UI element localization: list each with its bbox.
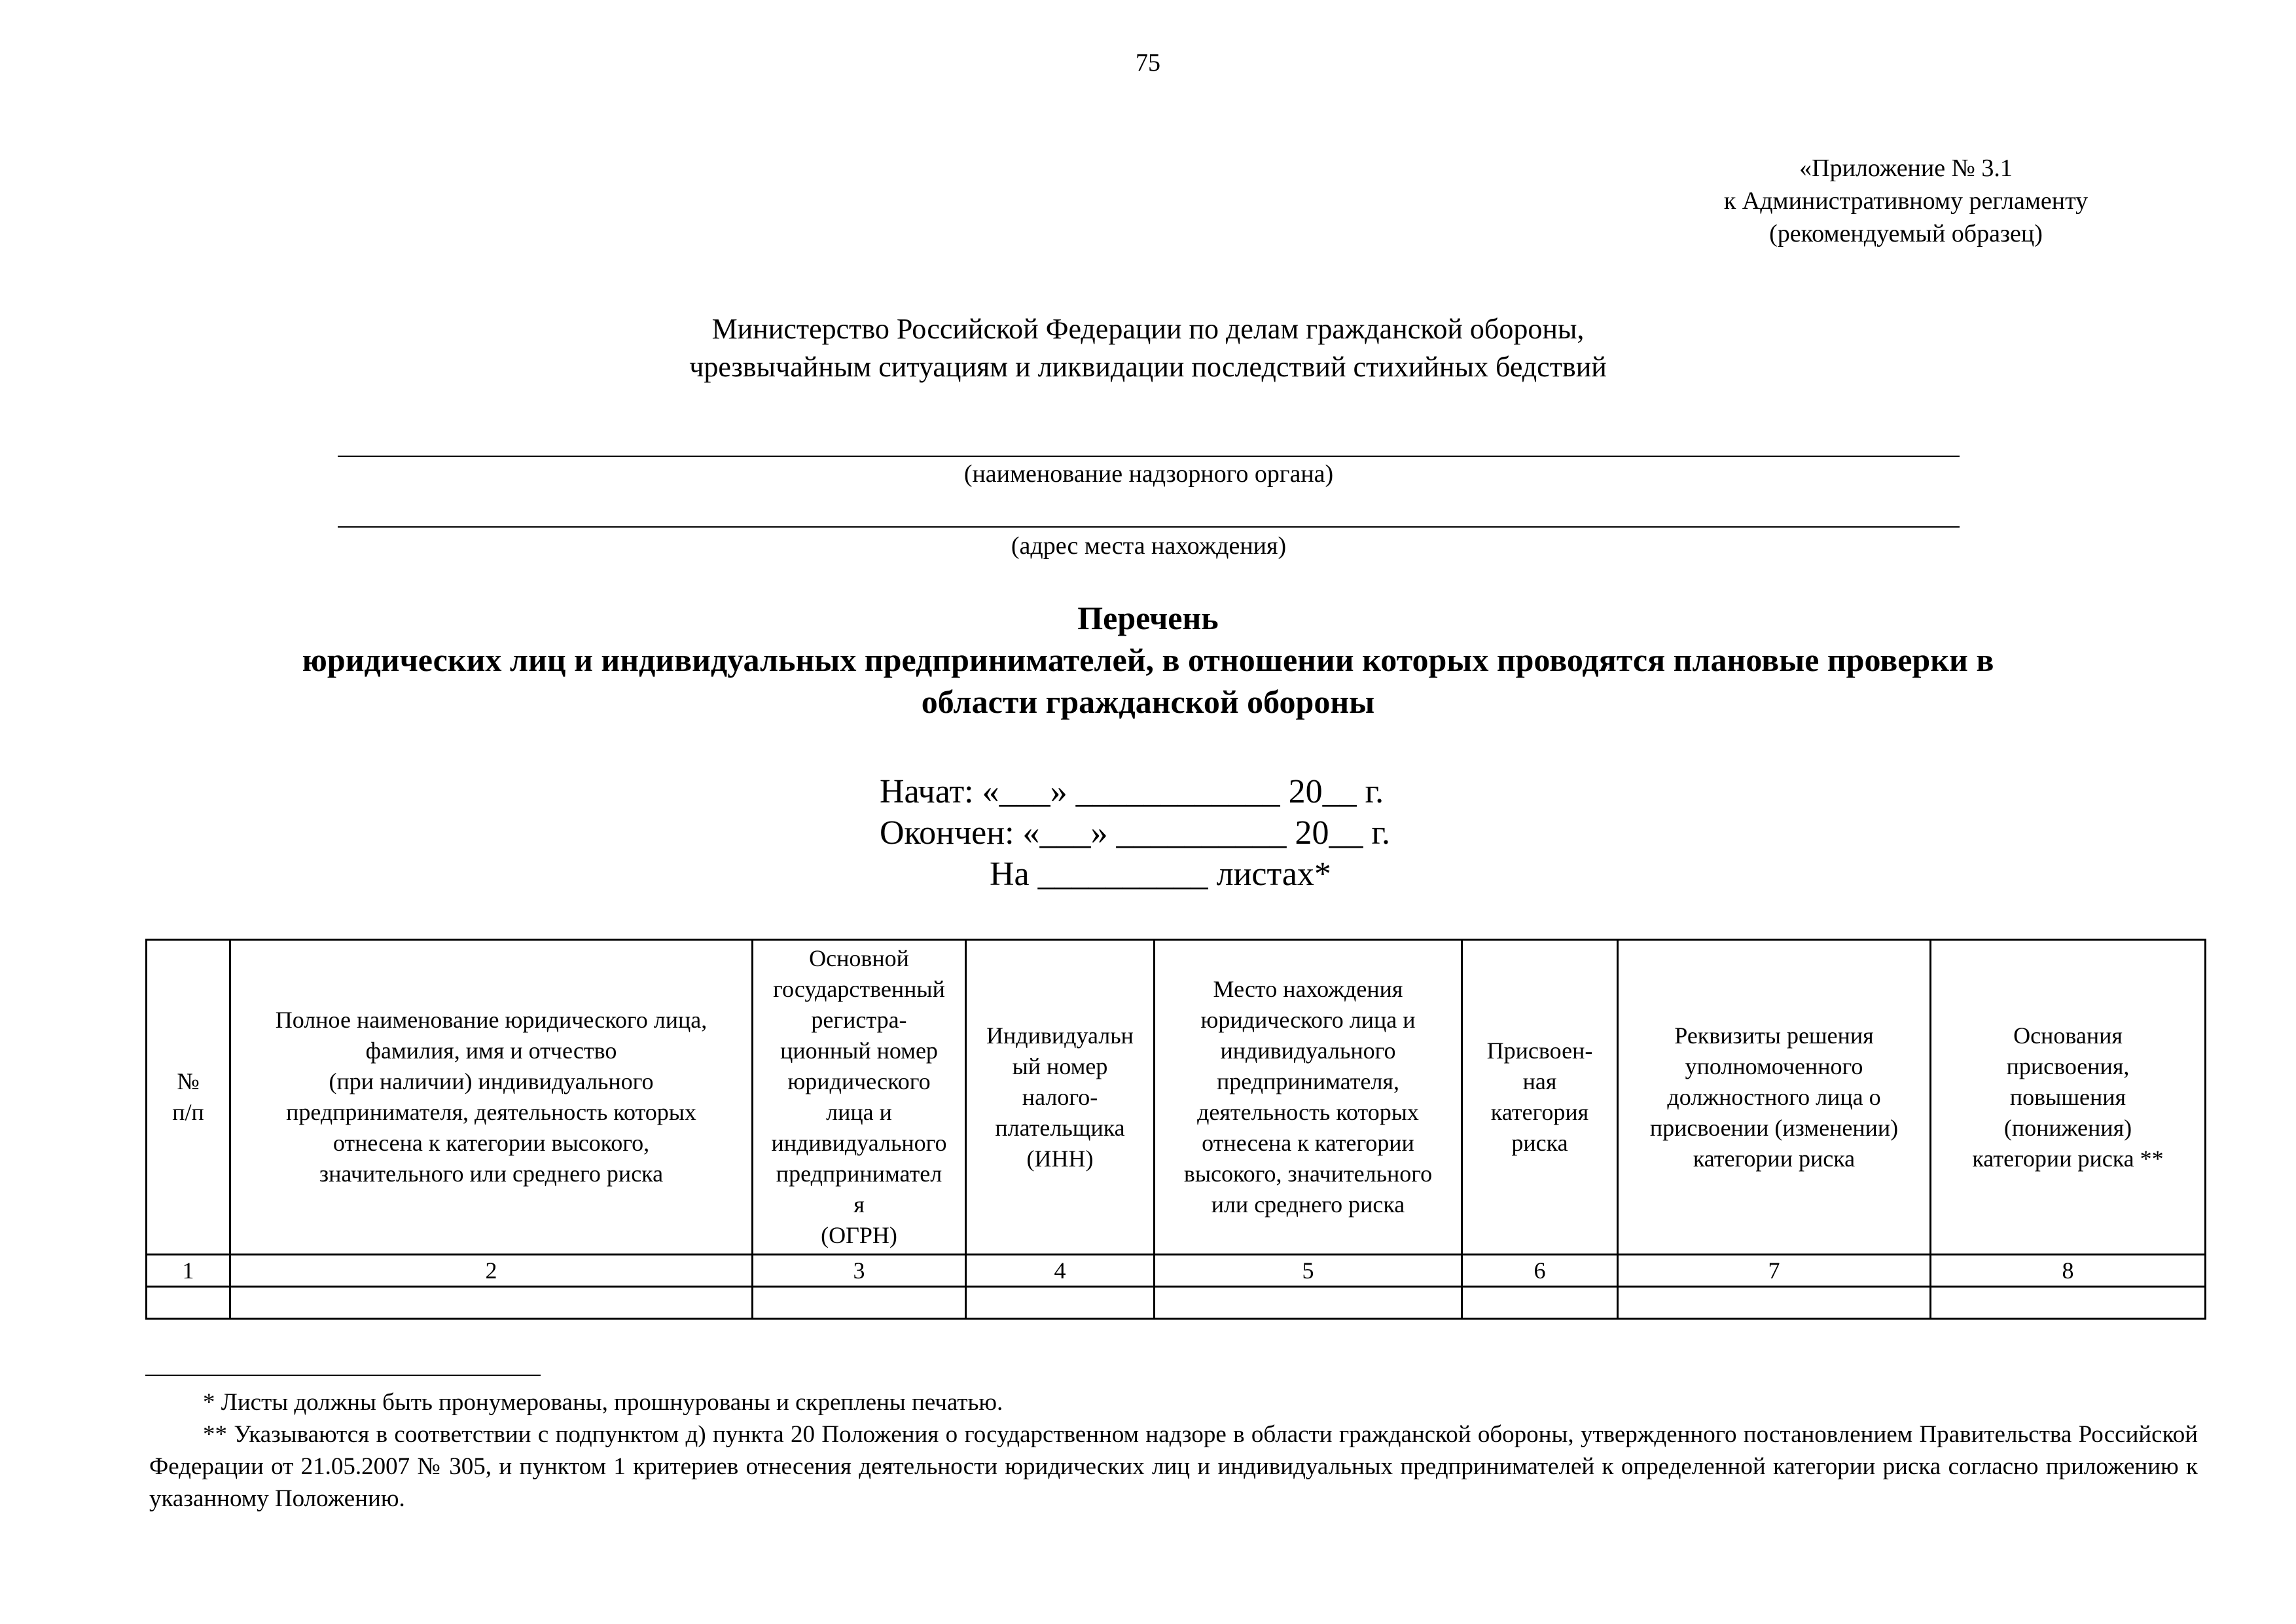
header-risk-category: Присвоен- ная категория риска <box>1462 940 1618 1255</box>
header-decision-details: Реквизиты решения уполномоченного должностного лица о присвоении (изменении) категории риска <box>1618 940 1931 1255</box>
appendix-line-3: (рекомендуемый образец) <box>1769 220 2043 247</box>
column-number: 8 <box>1931 1255 2206 1287</box>
header-inn: Индивидуальн ый номер налого- плательщика (ИНН) <box>966 940 1155 1255</box>
ministry-line-2: чрезвычайным ситуациям и ликвидации последствий стихийных бедствий <box>689 351 1607 383</box>
authority-caption: (наименование надзорного органа) <box>963 460 1334 488</box>
title-line-2: юридических лиц и индивидуальных предпринимателей, в отношении которых проводятся плановые проверки в <box>302 641 1994 678</box>
empty-cell[interactable] <box>1155 1287 1462 1319</box>
empty-cell[interactable] <box>1931 1287 2206 1319</box>
column-number: 5 <box>1155 1255 1462 1287</box>
empty-data-row <box>147 1287 2206 1319</box>
ministry-line-1: Министерство Российской Федерации по делам гражданской обороны, <box>711 313 1585 345</box>
appendix-line-1: «Приложение № 3.1 <box>1799 154 2013 182</box>
column-number: 3 <box>753 1255 966 1287</box>
authority-fill-line <box>338 456 1960 457</box>
finished-date: Окончен: «___» __________ 20__ г. <box>880 814 1390 852</box>
ministry-name <box>0 310 2296 386</box>
header-full-name: Полное наименование юридического лица, фамилия, имя и отчество (при наличии) индивидуального предпринимателя, деятельность которых отнесена к категории высокого, значительного или среднего риска <box>230 940 753 1255</box>
column-number: 7 <box>1618 1255 1931 1287</box>
empty-cell[interactable] <box>147 1287 230 1319</box>
empty-cell[interactable] <box>1618 1287 1931 1319</box>
header-grounds: Основания присвоения, повышения (понижения) категории риска ** <box>1931 940 2206 1255</box>
appendix-line-2: к Административному регламенту <box>1723 187 2089 215</box>
footnotes <box>149 1386 2198 1515</box>
document-title <box>0 597 2296 723</box>
column-number: 2 <box>230 1255 753 1287</box>
address-caption: (адрес места нахождения) <box>1011 532 1287 560</box>
title-line-1: Перечень <box>1077 600 1219 636</box>
column-number: 4 <box>966 1255 1155 1287</box>
page-number: 75 <box>1136 49 1160 77</box>
footnote-separator <box>145 1375 541 1376</box>
header-number: № п/п <box>147 940 230 1255</box>
registry-table <box>145 939 2206 1320</box>
column-number: 1 <box>147 1255 230 1287</box>
footnote-1: * Листы должны быть пронумерованы, прошнурованы и скреплены печатью. <box>203 1389 1003 1416</box>
empty-cell[interactable] <box>230 1287 753 1319</box>
date-block <box>880 771 1390 895</box>
header-location: Место нахождения юридического лица и индивидуального предпринимателя, деятельность которых отнесена к категории высокого, значительного или среднего риска <box>1155 940 1462 1255</box>
started-date: Начат: «___» ____________ 20__ г. <box>880 773 1384 810</box>
table-header-row <box>147 940 2206 1255</box>
footnote-2: ** Указываются в соответствии с подпунктом д) пункта 20 Положения о государственном надзоре в области гражданской обороны, утвержденного постановлением Правительства Российской Федерации от 21.05.2007 № 305, и пунктом 1 критериев отнесения деятельности юридических лиц и индивидуальных предпринимателей к определенной категории риска согласно приложению к указанному Положению. <box>149 1421 2198 1512</box>
column-number-row <box>147 1255 2206 1287</box>
empty-cell[interactable] <box>753 1287 966 1319</box>
sheets-count: На __________ листах* <box>990 856 1331 893</box>
address-fill-line <box>338 526 1960 528</box>
appendix-header <box>1670 152 2142 250</box>
empty-cell[interactable] <box>1462 1287 1618 1319</box>
header-ogrn: Основной государственный регистра- ционный номер юридического лица и индивидуального предпринимател я (ОГРН) <box>753 940 966 1255</box>
column-number: 6 <box>1462 1255 1618 1287</box>
title-line-3: области гражданской обороны <box>921 683 1375 720</box>
empty-cell[interactable] <box>966 1287 1155 1319</box>
